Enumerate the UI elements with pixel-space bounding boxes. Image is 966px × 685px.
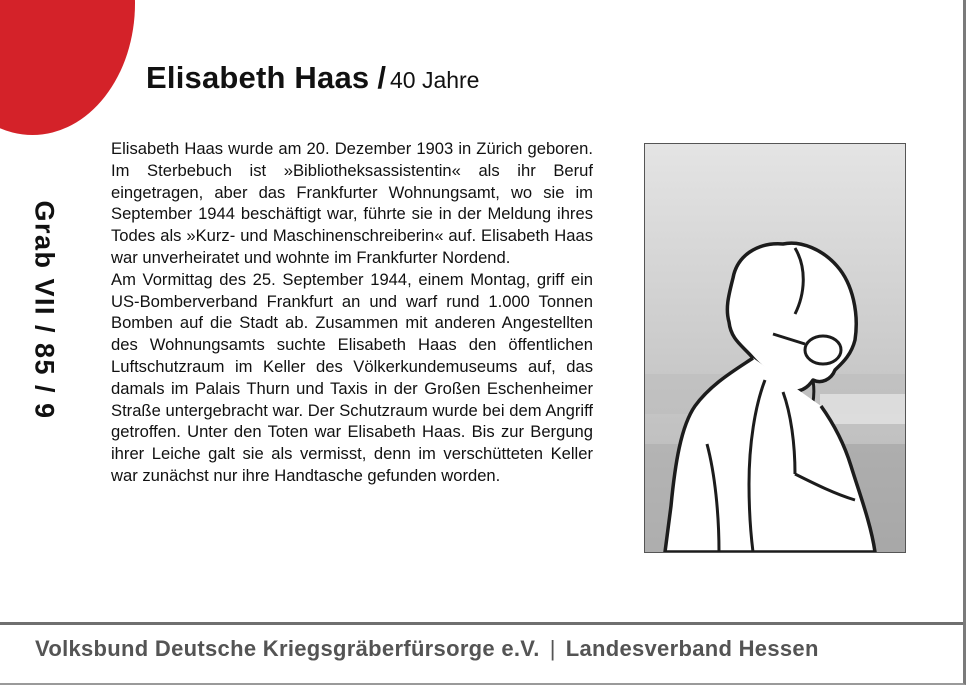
grave-label-container xyxy=(22,190,66,430)
footer xyxy=(35,632,819,666)
red-circle-decoration xyxy=(0,0,135,135)
footer-organization: Volksbund Deutsche Kriegsgräberfürsorge e.V. xyxy=(35,636,540,661)
footer-branch: Landesverband Hessen xyxy=(565,636,819,661)
portrait-illustration xyxy=(644,143,906,553)
person-name: Elisabeth Haas xyxy=(146,60,370,95)
person-age: 40 Jahre xyxy=(389,67,480,93)
footer-divider xyxy=(0,622,966,625)
grave-label: Grab VII / 85 / 9 xyxy=(29,200,60,420)
title-separator: / xyxy=(377,60,386,95)
biography-paragraph-1: Elisabeth Haas wurde am 20. Dezember 1903 in Zürich geboren. Im Sterbebuch ist »Bibliotheksassistentin« als ihr Beruf eingetragen, aber das Frankfurter Wohnungsamt, wo sie im September 1944 beschäftigt war, führte sie in der Meldung ihres Todes als »Kurz- und Maschinenschreiberin« auf. Elisabeth Haas war unverheiratet und wohnte im Frankfurter Nordend. xyxy=(111,139,593,267)
biography-paragraph-2: Am Vormittag des 25. September 1944, einem Montag, griff ein US-Bomberverband Frankfurt an und warf rund 1.000 Tonnen Bomben auf die Stadt ab. Zusammen mit anderen Angestellten des Wohnungsamts suchte Elisabeth Haas den öffentlichen Luftschutzraum im Keller des Völkerkundemuseums auf, das damals im Palais Thurn und Taxis in der Großen Eschenheimer Straße untergebracht war. Der Schutzraum wurde bei dem Angriff getroffen. Unter den Toten war Elisabeth Haas. Bis zur Bergung ihrer Leiche galt sie als vermisst, denn im verschütteten Keller war zunächst nur ihre Handtasche gefunden worden. xyxy=(111,269,593,485)
page-title xyxy=(146,58,479,98)
biography-text xyxy=(111,138,593,487)
footer-separator: | xyxy=(549,636,556,661)
